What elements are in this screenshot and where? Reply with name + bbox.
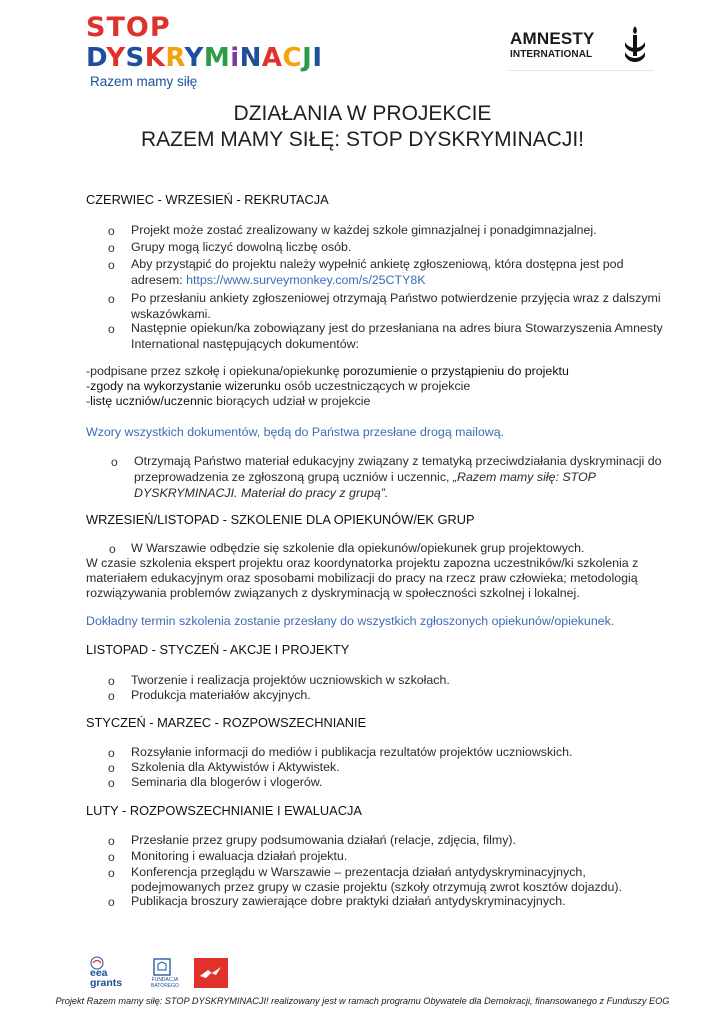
list-item-continued: International następujących dokumentów:	[131, 337, 359, 351]
bullet-icon: o	[108, 224, 115, 238]
bullet-icon: o	[108, 241, 115, 255]
list-item: Grupy mogą liczyć dowolną liczbę osób.	[131, 240, 352, 254]
list-item: Projekt może zostać zrealizowany w każdej szkole gimnazjalnej i ponadgimnazjalnej.	[131, 223, 597, 237]
bullet-icon: o	[108, 322, 115, 336]
section-heading-rekrutacja: CZERWIEC - WRZESIEŃ - REKRUTACJA	[86, 192, 329, 207]
document-text: -podpisane przez szkołę i opiekuna/opiekunkę	[86, 364, 343, 378]
logo-letter: i	[230, 43, 240, 73]
bullet-icon: o	[108, 746, 115, 760]
list-item: Produkcja materiałów akcyjnych.	[131, 688, 311, 702]
logo-stop-word: STOP	[86, 12, 171, 43]
paragraph-line: rozwiązywania problemów związanych z dyskryminacją w społeczności szkolnej i lokalnej.	[86, 586, 580, 600]
list-item: Po przesłaniu ankiety zgłoszeniowej otrzymają Państwo potwierdzenie przyjęcia wraz z dalszymi	[131, 291, 661, 305]
section-heading-szkolenie: WRZESIEŃ/LISTOPAD - SZKOLENIE DLA OPIEKUNÓW/EK GRUP	[86, 512, 475, 527]
stop-dyskryminacji-logo	[86, 12, 323, 89]
section-heading-rozpowszechnianie: STYCZEŃ - MARZEC - ROZPOWSZECHNIANIE	[86, 715, 367, 730]
list-item: Szkolenia dla Aktywistów i Aktywistek.	[131, 760, 340, 774]
document-text: osób uczestniczących w projekcie	[280, 379, 471, 393]
list-item: Następnie opiekun/ka zobowiązany jest do przesłaniana na adres biura Stowarzyszenia Amnesty	[131, 321, 663, 335]
batory-label: FUNDACJA BATOREGO	[151, 977, 179, 989]
document-text: -	[86, 394, 91, 408]
bullet-icon: o	[108, 674, 115, 688]
document-text: -	[86, 379, 91, 393]
logo-letter: N	[239, 43, 262, 73]
logo-tagline: Razem mamy siłę	[90, 74, 198, 89]
bullet-icon: o	[109, 542, 116, 556]
logo-letter: Y	[184, 43, 204, 73]
logo-letter: Y	[106, 43, 126, 73]
list-item: Otrzymają Państwo materiał edukacyjny związany z tematyką przeciwdziałania dyskryminacji do	[134, 454, 662, 468]
logo-letter: A	[261, 43, 283, 73]
list-item-continued: podejmowanych przez grupy w czasie projektu (szkoły otrzymują zwrot kosztów dojazdu).	[131, 880, 623, 894]
list-item: Aby przystąpić do projektu należy wypełnić ankietę zgłoszeniową, która dostępna jest pod	[131, 257, 624, 271]
logo-letter: J	[302, 43, 313, 73]
documents-note: Wzory wszystkich dokumentów, będą do Państwa przesłane drogą mailową.	[86, 425, 505, 439]
logo-letter: I	[312, 43, 323, 73]
document-text: biorących udział w projekcie	[212, 394, 371, 408]
eagle-icon	[194, 958, 228, 988]
logo-letter: C	[282, 43, 303, 73]
bullet-icon: o	[108, 834, 115, 848]
list-item: Monitoring i ewaluacja działań projektu.	[131, 849, 348, 863]
amnesty-line2: INTERNATIONAL	[510, 49, 593, 60]
amnesty-divider	[508, 70, 654, 71]
document-name: listę uczniów/uczennic	[90, 394, 213, 408]
amnesty-line1: AMNESTY	[510, 29, 595, 48]
paragraph-line: materiałem edukacyjnym oraz sposobami mobilizacji do pracy na rzecz praw człowieka; metodologią	[86, 571, 638, 585]
candle-icon	[620, 24, 650, 68]
list-item: Seminaria dla blogerów i vlogerów.	[131, 775, 323, 789]
survey-link[interactable]: https://www.surveymonkey.com/s/25CTY8K	[186, 273, 426, 287]
training-note: Dokładny termin szkolenia zostanie przesłany do wszystkich zgłoszonych opiekunów/opiekunek.	[86, 614, 615, 628]
list-item-text: adresem:	[131, 273, 187, 287]
section-heading-ewaluacja: LUTY - ROZPOWSZECHNIANIE I EWALUACJA	[86, 803, 362, 818]
document-line	[86, 363, 646, 379]
logo-letter: M	[203, 43, 231, 73]
logo-letter: K	[144, 43, 166, 73]
logo-letter: D	[86, 43, 107, 73]
list-item: Przesłanie przez grupy podsumowania działań (relacje, zdjęcia, filmy).	[131, 833, 516, 847]
batory-icon	[153, 958, 171, 976]
eea-grants-logo	[90, 956, 136, 990]
section-heading-akcje: LISTOPAD - STYCZEŃ - AKCJE I PROJEKTY	[86, 642, 350, 657]
list-item: Tworzenie i realizacja projektów uczniowskich w szkołach.	[131, 673, 450, 687]
bullet-icon: o	[108, 776, 115, 790]
paragraph-line: W czasie szkolenia ekspert projektu oraz koordynatorka projektu zapozna uczestników/ki szkolenia z	[86, 556, 639, 570]
footer-funding-note: Projekt Razem mamy siłę: STOP DYSKRYMINACJI! realizowany jest w ramach programu Obywatele dla Demokracji, finansowanego z Funduszy EOG	[55, 996, 670, 1006]
page-title-line2: RAZEM MAMY SIŁĘ: STOP DYSKRYMINACJI!	[140, 128, 585, 151]
logo-dyskryminacji-word	[86, 44, 323, 72]
page-title-line1: DZIAŁANIA W PROJEKCIE	[233, 102, 492, 125]
eea-grants-label: eea grants	[90, 967, 123, 989]
document-line	[86, 393, 646, 409]
list-item-continued: wskazówkami.	[131, 307, 211, 321]
list-item: Konferencja przeglądu w Warszawie – prezentacja działań antydyskryminacyjnych,	[131, 865, 586, 879]
bullet-icon: o	[108, 850, 115, 864]
bullet-icon: o	[108, 866, 115, 880]
list-item: W Warszawie odbędzie się szkolenie dla opiekunów/opiekunek grup projektowych.	[131, 541, 585, 555]
document-name: porozumienie o przystąpieniu do projektu	[342, 364, 569, 378]
list-item-continued	[134, 469, 596, 485]
list-item: Publikacja broszury zawierające dobre praktyki działań antydyskryminacyjnych.	[131, 894, 566, 908]
bullet-icon: o	[108, 258, 115, 272]
bullet-icon: o	[111, 455, 118, 469]
amnesty-international-logo	[508, 22, 654, 74]
logo-letter: R	[165, 43, 185, 73]
batory-foundation-logo	[150, 958, 180, 990]
bullet-icon: o	[108, 292, 115, 306]
bullet-icon: o	[108, 895, 115, 909]
amnesty-wordmark	[510, 30, 595, 60]
partner-logo	[194, 958, 228, 988]
document-name: zgody na wykorzystanie wizerunku	[90, 379, 281, 393]
list-item: Rozsyłanie informacji do mediów i publikacja rezultatów projektów uczniowskich.	[131, 745, 573, 759]
material-title-continued: DYSKRYMINACJI. Materiał do pracy z grupą”.	[134, 486, 389, 500]
list-item-text: przeprowadzenia ze zgłoszoną grupą uczniów i uczennic,	[134, 470, 453, 484]
logo-letter: S	[125, 43, 145, 73]
bullet-icon: o	[108, 689, 115, 703]
list-item-continued	[131, 272, 426, 288]
document-line	[86, 378, 646, 394]
bullet-icon: o	[108, 761, 115, 775]
material-title: „Razem mamy siłę: STOP	[452, 470, 596, 484]
